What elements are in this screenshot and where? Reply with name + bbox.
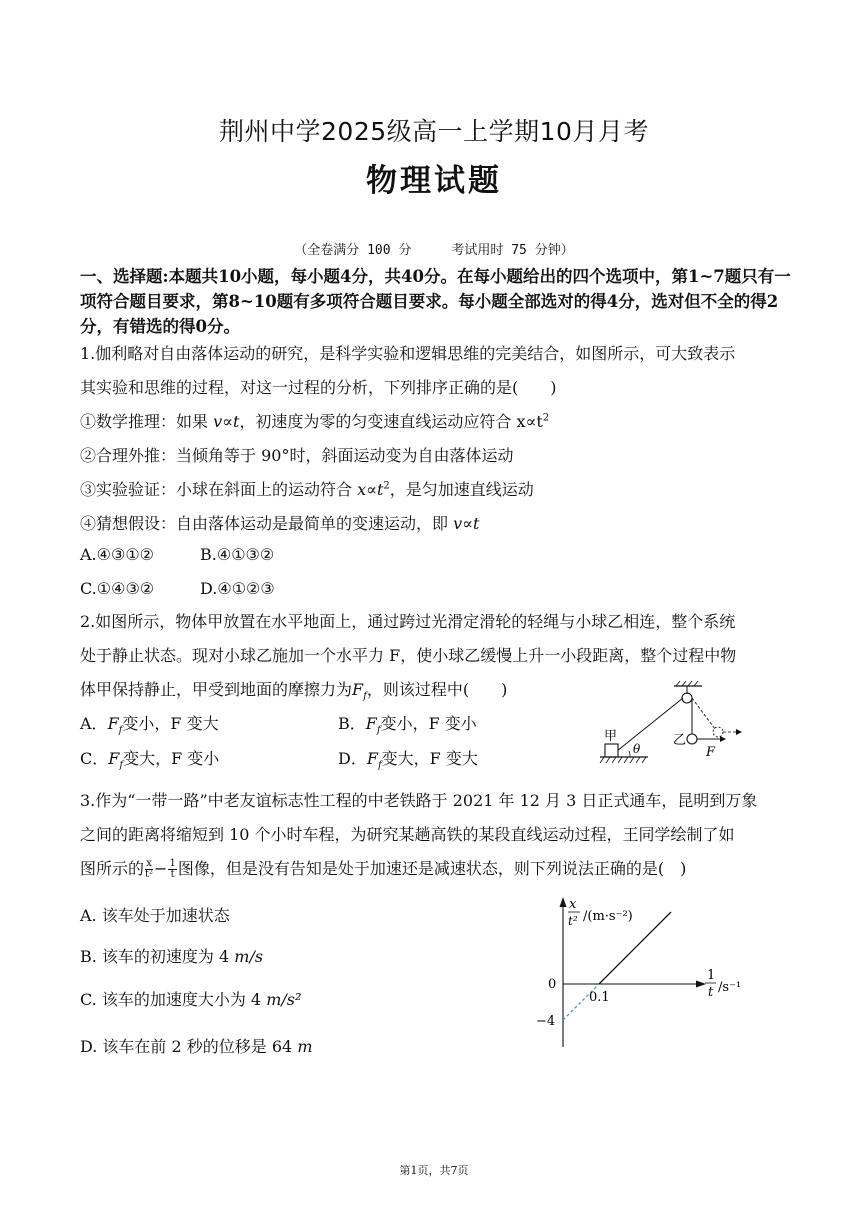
q2-stem-line2: 处于静止状态。现对小球乙施加一个水平力 F，使小球乙缓慢上升一小段距离，整个过程中物 bbox=[80, 646, 737, 665]
q3-stem-line1: 3.作为“一带一路”中老友谊标志性工程的中老铁路于 2021 年 12 月 3 日正式通车，昆明到万象 bbox=[80, 791, 758, 810]
q2-stem-line1: 2.如图所示，物体甲放置在水平地面上，通过跨过光滑定滑轮的轻绳与小球乙相连，整个系统 bbox=[80, 612, 736, 631]
ball-yi bbox=[687, 734, 697, 744]
duration: 考试用时 75 分钟） bbox=[451, 243, 574, 258]
q3-stem-line2: 之间的距离将缩短到 10 个小时车程，为研究某趟高铁的某段直线运动过程，王同学绘制了如 bbox=[80, 825, 735, 844]
q2-pulley-figure bbox=[596, 678, 766, 773]
rope-dashed bbox=[692, 698, 715, 729]
q1-option-d: D.④①②③ bbox=[200, 579, 275, 598]
angle-arc bbox=[629, 751, 630, 757]
q1-item2: ②合理外推：当倾角等于 90°时，斜面运动变为自由落体运动 bbox=[80, 446, 514, 465]
force-label: F bbox=[706, 745, 716, 760]
ceiling-hatch bbox=[676, 681, 698, 686]
q3-chart bbox=[530, 895, 780, 1057]
ground-hatch bbox=[600, 757, 646, 763]
x-label-unit: /s⁻¹ bbox=[718, 980, 742, 995]
pulley bbox=[682, 693, 692, 703]
q1-item3: ③实验验证：小球在斜面上的运动符合 $x\propto t^2$，是匀加速直线运动 bbox=[80, 480, 534, 499]
theta-label: θ bbox=[633, 742, 641, 756]
y-label-den: t² bbox=[568, 914, 578, 928]
q1-item4: ④猜想假设：自由落体运动是最简单的变速运动，即 v∝t bbox=[80, 514, 480, 533]
y-axis-arrow bbox=[560, 897, 567, 907]
q2-option-c: C．$F_f$变大，F 变小 bbox=[80, 749, 220, 772]
exam-title: 荆州中学2025级高一上学期10月月考 bbox=[219, 117, 649, 146]
exam-subject: 物理试题 bbox=[366, 163, 502, 199]
y-label-num: x bbox=[569, 897, 577, 912]
full-score: （全卷满分 100 分 bbox=[294, 243, 412, 258]
q1-stem-line2: 其实验和思维的过程，对这一过程的分析，下列排序正确的是( ) bbox=[80, 378, 557, 397]
y-label-unit: /(m·s⁻²) bbox=[583, 909, 633, 924]
force-arrowhead bbox=[720, 736, 726, 742]
q2-option-d: D．$F_f$变大，F 变大 bbox=[338, 749, 478, 772]
exam-info bbox=[0, 239, 868, 258]
frac-1-over-t: $\frac{1}{t}$ bbox=[169, 858, 176, 880]
force-dashed-arrowhead bbox=[736, 729, 742, 735]
q1-option-a: A.④③①② bbox=[80, 545, 155, 564]
q2-option-b: B．$F_f$变小，F 变小 bbox=[338, 714, 477, 737]
q1-option-b: B.④①③② bbox=[200, 545, 275, 564]
q3-option-d: D. 该车在前 2 秒的位移是 64 m bbox=[80, 1037, 313, 1056]
origin-label: 0 bbox=[548, 977, 557, 992]
page-footer: 第1页，共7页 bbox=[399, 1164, 469, 1177]
q3-stem-line3: 图所示的 $\frac{x}{\text{t²}}$ − $\frac{1}{t}$ 图像，但是没有告知是处于加速还是减速状态，则下列说法正确的是( ) bbox=[80, 858, 687, 880]
q3-option-a: A. 该车处于加速状态 bbox=[80, 906, 230, 925]
q2-stem-line3: 体甲保持静止，甲受到地面的摩擦力为$F_f$，则该过程中( ) bbox=[80, 680, 508, 703]
yi-label: 乙 bbox=[673, 733, 687, 748]
section-instructions: 一、选择题:本题共10小题，每小题4分，共40分。在每小题给出的四个选项中，第1~7题只有一项符合题目要求，第8~10题有多项符合题目要求。每小题全部选对的得4分，选对但不全的得2分，有错选的得0分。 bbox=[80, 267, 791, 336]
q1-stem-line1: 1.伽利略对自由落体运动的研究，是科学实验和逻辑思维的完美结合，如图所示，可大致表示 bbox=[80, 344, 736, 363]
q2-option-a: A．$F_f$变小，F 变大 bbox=[80, 714, 219, 737]
q3-option-c: C. 该车的加速度大小为 4 m/s² bbox=[80, 990, 302, 1009]
frac-x-over-t2: $\frac{x}{\text{t²}}$ bbox=[145, 858, 154, 880]
q1-option-c: C.①④③② bbox=[80, 579, 155, 598]
x-label-num: 1 bbox=[707, 968, 716, 983]
q3-option-b: B. 该车的初速度为 4 m/s bbox=[80, 947, 264, 966]
jia-label: 甲 bbox=[604, 729, 618, 744]
q1-item1: ①数学推理：如果 v∝t，初速度为零的匀变速直线运动应符合 $x\propto t^2$ bbox=[80, 412, 550, 431]
x-axis-arrow bbox=[696, 981, 706, 988]
block-jia bbox=[605, 744, 618, 757]
y-tick-label: −4 bbox=[536, 1014, 556, 1029]
x-label-den: t bbox=[708, 985, 714, 1000]
x-tick-label: 0.1 bbox=[589, 990, 610, 1005]
